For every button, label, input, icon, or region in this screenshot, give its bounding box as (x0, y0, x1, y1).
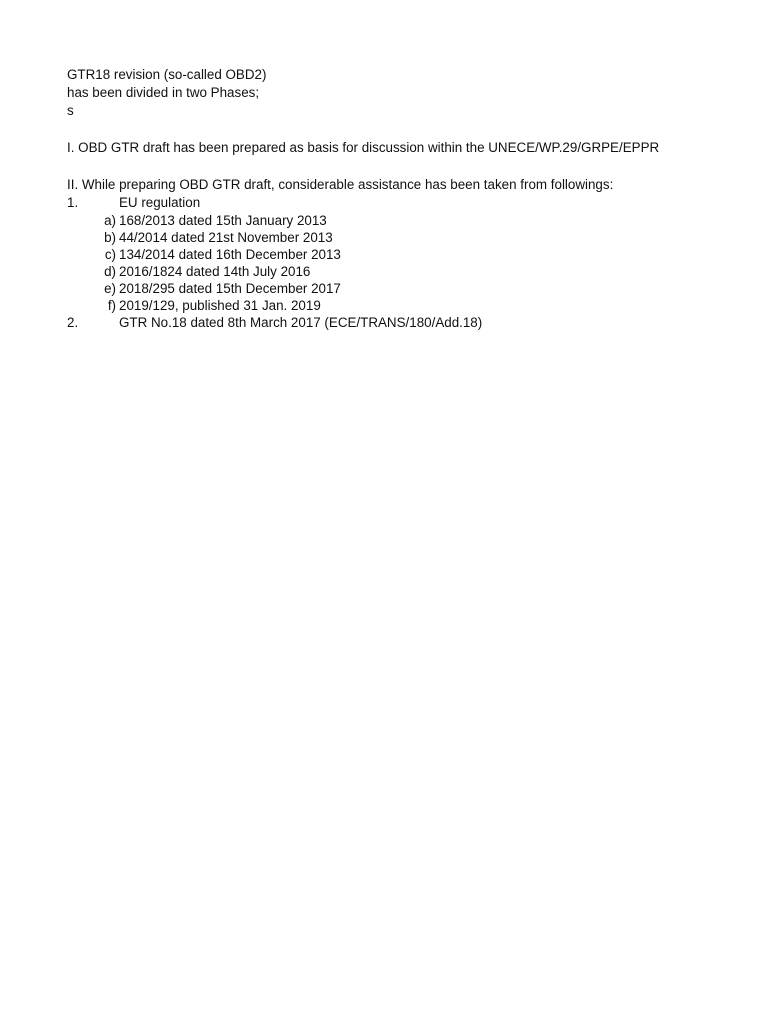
subitem-text-a: 168/2013 dated 15th January 2013 (119, 213, 327, 228)
section-2-intro: II. While preparing OBD GTR draft, considerable assistance has been taken from followings: (67, 177, 614, 192)
header-line-3: s (67, 103, 74, 118)
subitem-text-f: 2019/129, published 31 Jan. 2019 (119, 298, 321, 313)
subitem-letter-f: f) (107, 298, 116, 313)
item-1-number: 1. (67, 195, 79, 210)
subitem-letter-a: a) (104, 213, 116, 228)
item-2-number: 2. (67, 315, 79, 330)
subitem-text-d: 2016/1824 dated 14th July 2016 (119, 264, 311, 279)
subitem-text-e: 2018/295 dated 15th December 2017 (119, 281, 341, 296)
subitem-letter-d: d) (104, 264, 116, 279)
header-line-1: GTR18 revision (so-called OBD2) (67, 67, 267, 82)
subitem-text-b: 44/2014 dated 21st November 2013 (119, 230, 333, 245)
section-1-text: I. OBD GTR draft has been prepared as basis for discussion within the UNECE/WP.29/GRPE/EPPR (67, 140, 660, 155)
item-1-text: EU regulation (119, 195, 201, 210)
item-2-text: GTR No.18 dated 8th March 2017 (ECE/TRANS/180/Add.18) (119, 315, 483, 330)
header-line-2: has been divided in two Phases; (67, 85, 260, 100)
subitem-text-c: 134/2014 dated 16th December 2013 (119, 247, 341, 262)
subitem-letter-b: b) (104, 230, 116, 245)
subitem-letter-c: c) (104, 247, 116, 262)
subitem-letter-e: e) (104, 281, 116, 296)
